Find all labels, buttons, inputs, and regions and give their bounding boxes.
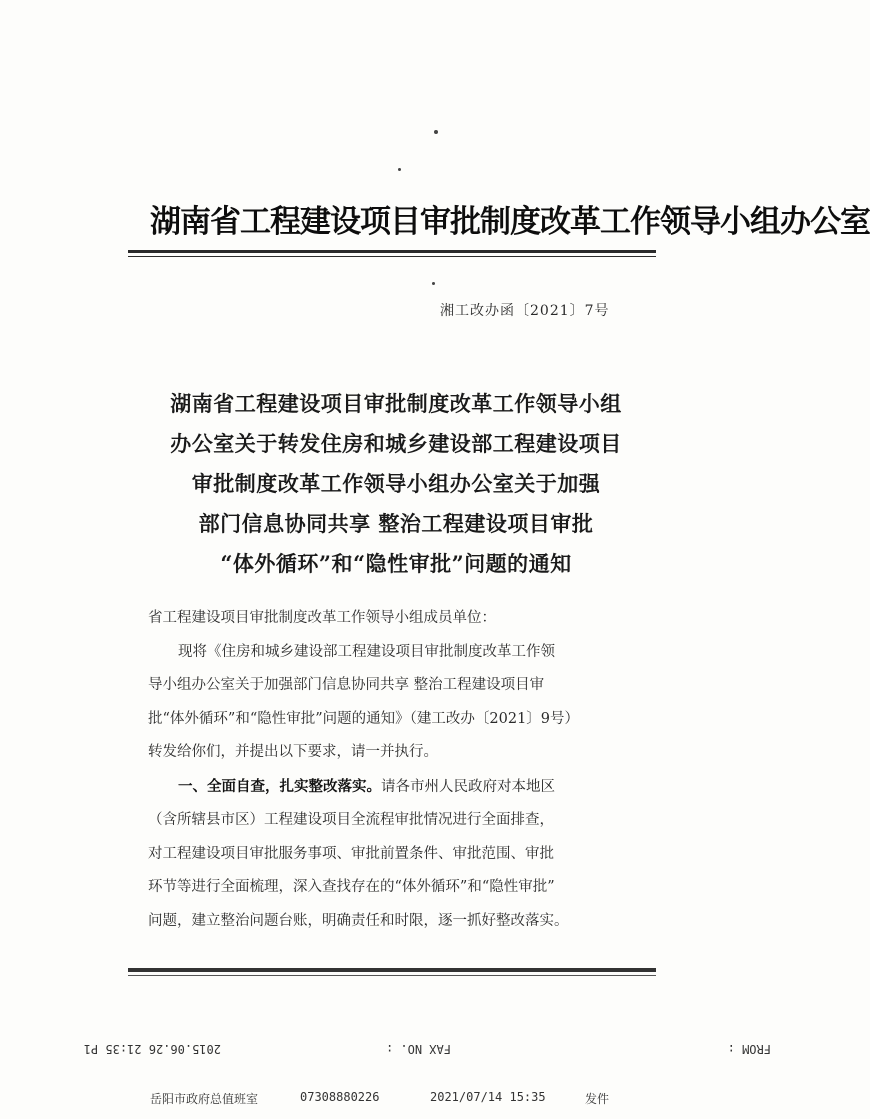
body-line: 环节等进行全面梳理，深入查找存在的“体外循环”和“隐性审批”	[148, 879, 555, 895]
body-line: 转发给你们，并提出以下要求，请一并执行。	[148, 744, 438, 760]
body-line: 批“体外循环”和“隐性审批”问题的通知》（建工改办〔2021〕9号）	[148, 710, 580, 727]
fax-sender-number: 07308880226	[300, 1090, 380, 1104]
body-line: 对工程建设项目审批服务事项、审批前置条件、审批范围、审批	[148, 845, 554, 862]
title-line: 部门信息协同共享 整治工程建设项目审批	[198, 511, 594, 536]
document-body	[148, 602, 656, 938]
footer-rule	[128, 968, 656, 972]
fax-send-time: 2021/07/14 15:35	[430, 1090, 546, 1104]
fax-footer-strip	[0, 1084, 791, 1112]
body-line: 导小组办公室关于加强部门信息协同共享 整治工程建设项目审	[148, 677, 545, 693]
title-line: “体外循环”和“隐性审批”问题的通知	[220, 551, 572, 576]
fax-send-label: 发件	[585, 1092, 610, 1106]
body-line: （含所辖县市区）工程建设项目全流程审批情况进行全面排查，	[148, 812, 554, 828]
document-number: 湘工改办函〔2021〕7号	[440, 303, 610, 319]
section1-text: 请各市州人民政府对本地区	[381, 778, 555, 795]
fax-from: FROM :	[727, 1042, 771, 1056]
section1-first-line	[148, 770, 656, 805]
fax-sender: 岳阳市政府总值班室	[150, 1092, 259, 1106]
recipient-line: 省工程建设项目审批制度改革工作领导小组成员单位：	[148, 610, 496, 626]
body-line: 问题，建立整治问题台账，明确责任和时限，逐一抓好整改落实。	[148, 912, 569, 929]
footer-rule-thin	[128, 975, 656, 976]
scan-speck	[434, 130, 438, 134]
document-title	[140, 384, 652, 584]
title-line: 审批制度改革工作领导小组办公室关于加强	[191, 471, 601, 496]
header-rule	[128, 250, 656, 257]
fax-number-label: FAX NO. :	[385, 1042, 451, 1056]
scan-speck	[398, 168, 401, 171]
fax-header-strip	[0, 1034, 791, 1062]
title-line: 办公室关于转发住房和城乡建设部工程建设项目	[170, 431, 622, 456]
title-line: 湖南省工程建设项目审批制度改革工作领导小组	[170, 391, 622, 416]
fax-datetime: 2015.06.26 21:35 P1	[83, 1042, 221, 1056]
scan-speck	[432, 282, 435, 285]
issuing-org-header: 湖南省工程建设项目审批制度改革工作领导小组办公室	[150, 204, 870, 240]
body-line: 现将《住房和城乡建设部工程建设项目审批制度改革工作领	[178, 643, 555, 660]
section1-heading: 一、全面自查，扎实整改落实。	[178, 777, 381, 795]
